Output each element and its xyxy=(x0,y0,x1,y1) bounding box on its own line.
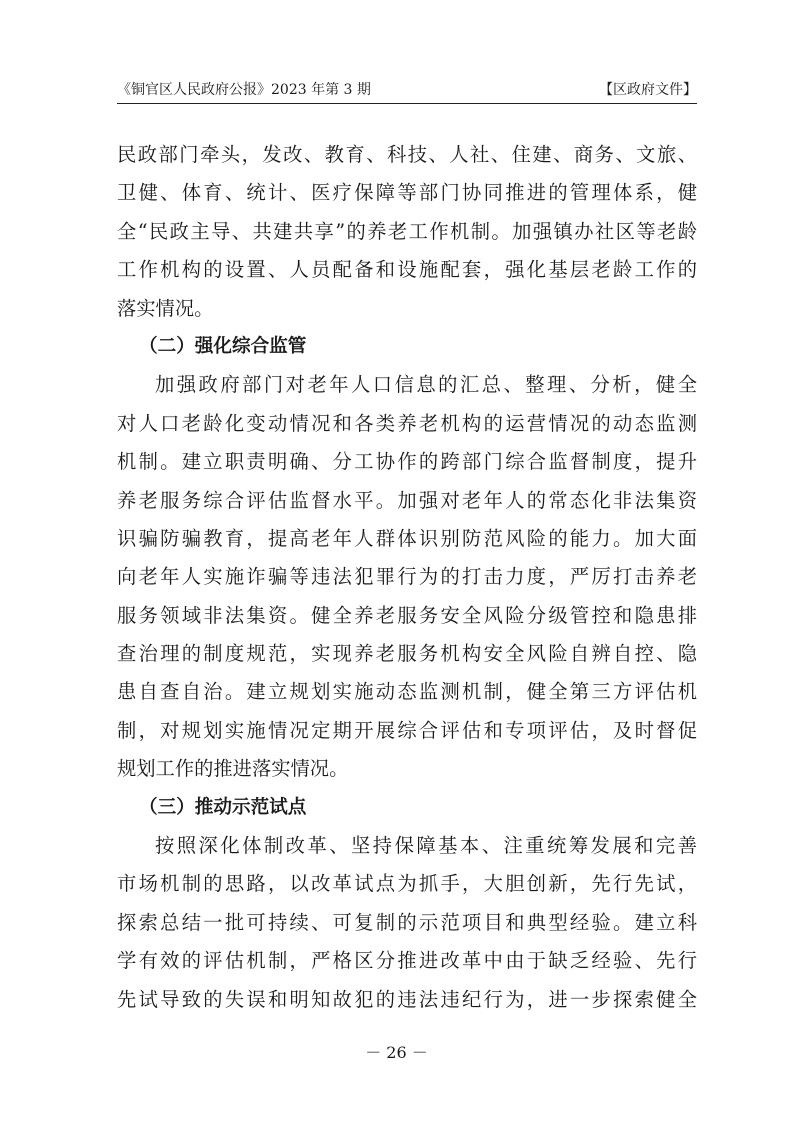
section-heading: （三）推动示范试点 xyxy=(139,796,307,818)
body-line: 向老年人实施诈骗等违法犯罪行为的打击力度，严厉打击养老 xyxy=(117,565,697,589)
document-body xyxy=(117,136,697,1019)
body-line: 查治理的制度规范，实现养老服务机构安全风险自辨自控、隐 xyxy=(117,642,697,666)
body-line: 服务领域非法集资。健全养老服务安全风险分级管控和隐患排 xyxy=(117,603,697,627)
body-line: 全“民政主导、共建共享”的养老工作机制。加强镇办社区等老龄 xyxy=(117,219,697,243)
body-line: 制，对规划实施情况定期开展综合评估和专项评估，及时督促 xyxy=(117,718,697,742)
body-line: 加强政府部门对老年人口信息的汇总、整理、分析，健全 xyxy=(155,373,697,397)
body-line: 规划工作的推进落实情况。 xyxy=(117,757,349,781)
page-header xyxy=(117,78,697,102)
page-number: － 26 － xyxy=(365,1043,428,1062)
body-line: 机制。建立职责明确、分工协作的跨部门综合监督制度，提升 xyxy=(117,450,697,474)
body-line: 学有效的评估机制，严格区分推进改革中由于缺乏经验、先行 xyxy=(117,949,697,973)
body-line: 养老服务综合评估监督水平。加强对老年人的常态化非法集资 xyxy=(117,488,697,512)
body-line: 民政部门牵头，发改、教育、科技、人社、住建、商务、文旅、 xyxy=(117,143,697,166)
header-divider xyxy=(117,103,697,104)
body-line: 先试导致的失误和明知故犯的违法违纪行为，进一步探索健全 xyxy=(117,987,697,1011)
body-line: 卫健、体育、统计、医疗保障等部门协同推进的管理体系，健 xyxy=(117,181,697,205)
body-line: 落实情况。 xyxy=(117,296,214,320)
section-label: 【区政府文件】 xyxy=(599,82,697,98)
publication-title: 《铜官区人民政府公报》2023 年第 3 期 xyxy=(117,82,371,98)
section-heading: （二）强化综合监管 xyxy=(139,335,307,357)
body-line: 识骗防骗教育，提高老年人群体识别防范风险的能力。加大面 xyxy=(117,526,697,550)
body-line: 工作机构的设置、人员配备和设施配套，强化基层老龄工作的 xyxy=(117,258,697,282)
body-line: 市场机制的思路，以改革试点为抓手，大胆创新，先行先试， xyxy=(117,872,697,896)
body-line: 按照深化体制改革、坚持保障基本、注重统筹发展和完善 xyxy=(155,834,697,858)
body-line: 对人口老龄化变动情况和各类养老机构的运营情况的动态监测 xyxy=(117,411,697,435)
body-line: 探索总结一批可持续、可复制的示范项目和典型经验。建立科 xyxy=(117,910,697,934)
body-line: 患自查自治。建立规划实施动态监测机制，健全第三方评估机 xyxy=(117,680,697,704)
